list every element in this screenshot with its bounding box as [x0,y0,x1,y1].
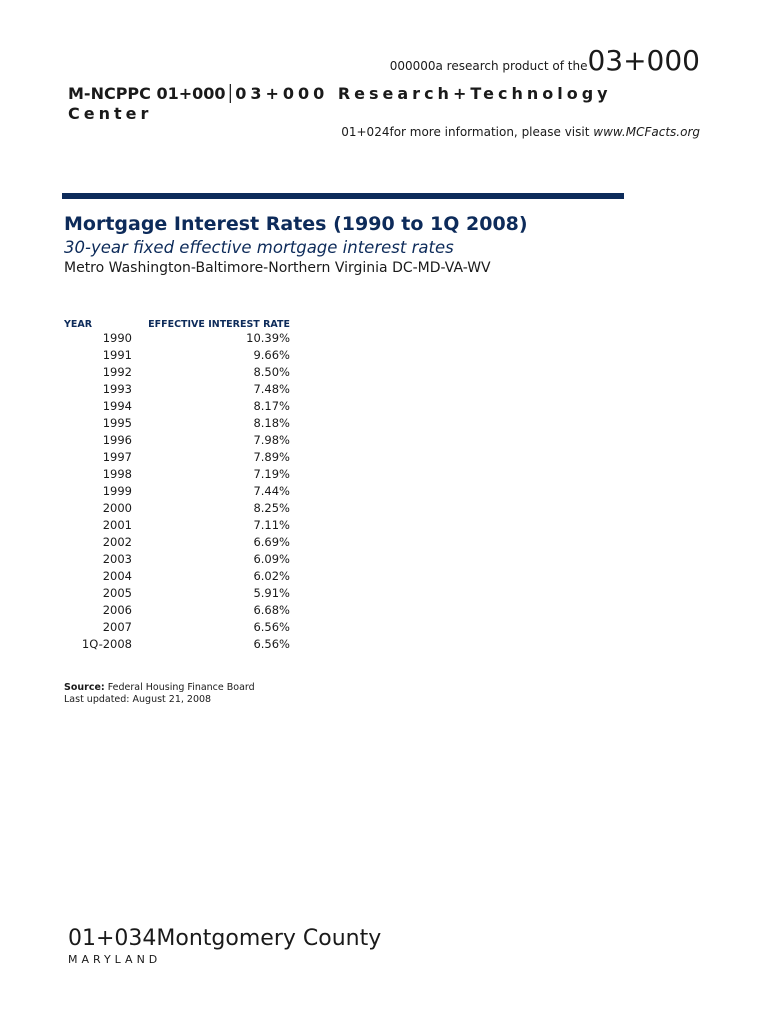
table-row [64,449,290,466]
rate-cell: 6.09% [253,552,290,566]
source-label: Source: [64,682,105,693]
table-row [64,364,290,381]
interest-rate-table [64,316,290,653]
table-row [64,619,290,636]
year-cell: 2002 [102,535,132,549]
rate-cell: 8.18% [253,416,290,430]
table-row [64,500,290,517]
year-cell: 1998 [102,467,132,481]
rate-cell: 6.56% [253,637,290,651]
rate-cell: 6.02% [253,569,290,583]
year-cell: 1Q-2008 [81,637,132,651]
table-row [64,534,290,551]
header-rule [62,193,624,199]
more-info-text: 01+024for more information, please visit [341,125,594,139]
year-cell: 1990 [102,331,132,345]
table-row [64,636,290,653]
rate-cell: 8.17% [253,399,290,413]
rate-cell: 7.44% [253,484,290,498]
state-logo-text: MARYLAND [68,953,162,966]
table-row [64,466,290,483]
table-row [64,483,290,500]
table-header-row [64,316,290,330]
table-row [64,602,290,619]
rate-cell: 7.89% [253,450,290,464]
organization-divider: │ [225,84,236,103]
year-cell: 2007 [102,620,132,634]
year-cell: 1996 [102,433,132,447]
rate-cell: 7.98% [253,433,290,447]
year-cell: 1993 [102,382,132,396]
year-cell: 1999 [102,484,132,498]
table-row [64,398,290,415]
table-row [64,415,290,432]
year-cell: 1992 [102,365,132,379]
table-row [64,432,290,449]
organization-name: M-NCPPC [68,84,157,103]
organization-code: 01+000 [156,84,226,103]
research-product-line [390,44,700,77]
table-row [64,347,290,364]
region-label: Metro Washington-Baltimore-Northern Virginia DC-MD-VA-WV [64,260,491,276]
table-row [64,517,290,534]
table-row [64,330,290,347]
organization-line [68,84,703,124]
county-logo-text: 01+034Montgomery County [68,926,382,951]
year-cell: 2001 [102,518,132,532]
research-product-text: 000000a research product of the [389,59,588,73]
year-cell: 2004 [102,569,132,583]
rate-cell: 8.50% [253,365,290,379]
source-note [64,682,255,706]
rate-cell: 10.39% [246,331,290,345]
table-row [64,568,290,585]
year-cell: 1991 [102,348,132,362]
research-product-code: 03+000 [587,44,700,77]
page-title: Mortgage Interest Rates (1990 to 1Q 2008) [64,213,528,235]
year-cell: 2003 [102,552,132,566]
table-row [64,381,290,398]
rate-cell: 7.11% [253,518,290,532]
rate-cell: 6.68% [253,603,290,617]
year-cell: 2005 [102,586,132,600]
rate-cell: 8.25% [253,501,290,515]
year-column-header: YEAR [64,319,93,330]
year-cell: 1995 [102,416,132,430]
year-cell: 1997 [102,450,132,464]
more-info-line [341,125,700,139]
mcfacts-link[interactable]: www.MCFacts.org [593,125,700,139]
table-row [64,585,290,602]
year-cell: 1994 [102,399,132,413]
rate-cell: 6.69% [253,535,290,549]
year-cell: 2006 [102,603,132,617]
source-line [64,682,255,694]
source-text: Federal Housing Finance Board [104,682,255,693]
last-updated: Last updated: August 21, 2008 [64,694,212,705]
rate-cell: 5.91% [253,586,290,600]
rate-cell: 7.48% [253,382,290,396]
rate-cell: 7.19% [253,467,290,481]
page-subtitle: 30-year fixed effective mortgage interest rates [64,238,454,257]
year-cell: 2000 [102,501,132,515]
table-row [64,551,290,568]
rate-cell: 9.66% [253,348,290,362]
rate-cell: 6.56% [253,620,290,634]
rate-column-header: EFFECTIVE INTEREST RATE [148,319,290,330]
research-technology-center: 03+000 Research+Technology Center [68,84,612,123]
